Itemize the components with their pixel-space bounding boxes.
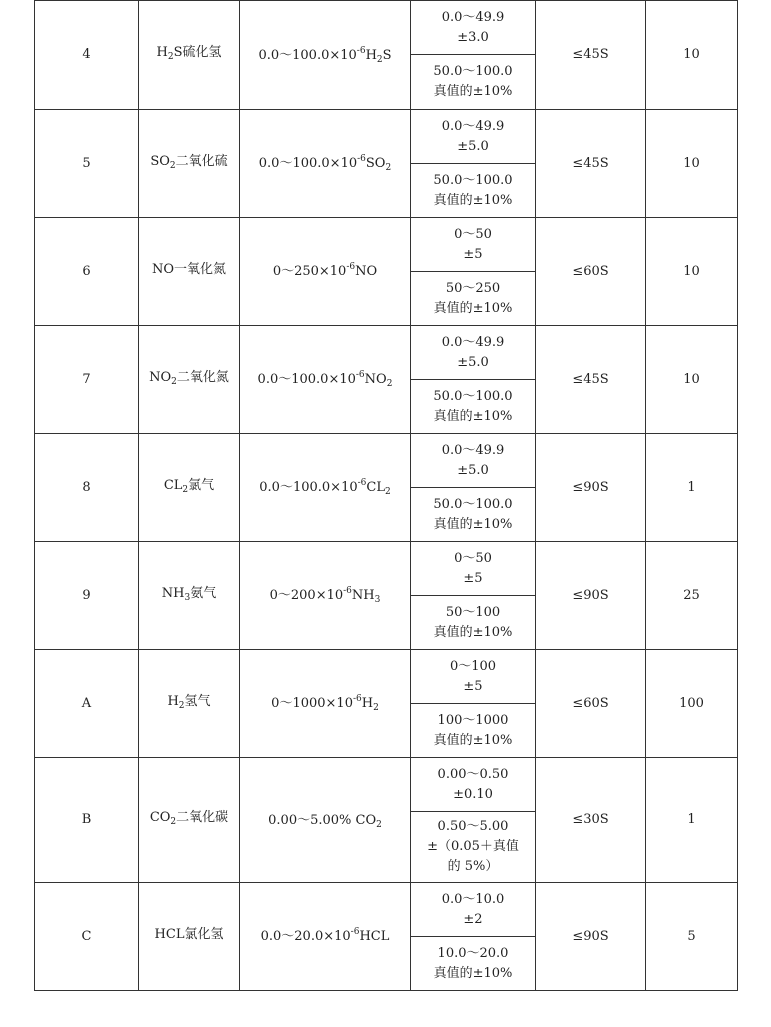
resolution: 25 [646, 542, 738, 650]
resolution: 10 [646, 110, 738, 218]
gas-name: $H_2$氢气 [139, 650, 240, 758]
gas-spec-table-container [34, 0, 738, 991]
measure-range: $0.0\sim 20.0\times 10^{-6}HCL$ [240, 883, 411, 991]
row-id: C [35, 883, 139, 991]
measure-range: $0\sim 200\times 10^{-6}NH_3$ [240, 542, 411, 650]
measure-range: $0\sim 1000\times 10^{-6}H_2$ [240, 650, 411, 758]
table-row [35, 434, 738, 488]
measure-range: $0\sim 250\times 10^{-6}NO$ [240, 218, 411, 326]
resolution: 1 [646, 434, 738, 542]
response-time: ≤90S [536, 542, 646, 650]
accuracy-low: 0.00～0.50 ±0.10 [411, 758, 536, 812]
gas-name: $NH_3$氨气 [139, 542, 240, 650]
gas-name: $CO_2$二氧化碳 [139, 758, 240, 883]
accuracy-low: 0.0～49.9 ±5.0 [411, 434, 536, 488]
row-id: 7 [35, 326, 139, 434]
row-id: B [35, 758, 139, 883]
accuracy-high: 50～250 真值的±10% [411, 272, 536, 326]
row-id: 6 [35, 218, 139, 326]
table-row [35, 883, 738, 937]
response-time: ≤45S [536, 1, 646, 110]
row-id: A [35, 650, 139, 758]
gas-spec-table [34, 0, 738, 991]
table-row [35, 650, 738, 704]
row-id: 8 [35, 434, 139, 542]
measure-range: 0.00～5.00% $CO_2$ [240, 758, 411, 883]
response-time: ≤45S [536, 326, 646, 434]
measure-range: $0.0\sim 100.0\times 10^{-6}CL_2$ [240, 434, 411, 542]
gas-name: $NO_2$二氧化氮 [139, 326, 240, 434]
accuracy-low: 0～100 ±5 [411, 650, 536, 704]
gas-name: $SO_2$二氧化硫 [139, 110, 240, 218]
gas-name: $H_2S$硫化氢 [139, 1, 240, 110]
row-id: 5 [35, 110, 139, 218]
table-row [35, 110, 738, 164]
measure-range: $0.0\sim 100.0\times 10^{-6}NO_2$ [240, 326, 411, 434]
response-time: ≤90S [536, 883, 646, 991]
row-id: 4 [35, 1, 139, 110]
accuracy-high: 0.50～5.00 ±（0.05＋真值 的 5%） [411, 812, 536, 883]
table-row [35, 1, 738, 55]
accuracy-low: 0.0～49.9 ±3.0 [411, 1, 536, 55]
accuracy-high: 50.0～100.0 真值的±10% [411, 380, 536, 434]
accuracy-high: 50.0～100.0 真值的±10% [411, 488, 536, 542]
accuracy-high: 50.0～100.0 真值的±10% [411, 55, 536, 110]
table-row [35, 758, 738, 812]
table-row [35, 326, 738, 380]
accuracy-high: 10.0～20.0 真值的±10% [411, 937, 536, 991]
response-time: ≤30S [536, 758, 646, 883]
resolution: 10 [646, 326, 738, 434]
accuracy-low: 0.0～49.9 ±5.0 [411, 326, 536, 380]
response-time: ≤45S [536, 110, 646, 218]
gas-spec-table-body [35, 1, 738, 991]
table-row [35, 542, 738, 596]
accuracy-high: 50～100 真值的±10% [411, 596, 536, 650]
row-id: 9 [35, 542, 139, 650]
resolution: 5 [646, 883, 738, 991]
resolution: 100 [646, 650, 738, 758]
measure-range: $0.0\sim 100.0\times 10^{-6}SO_2$ [240, 110, 411, 218]
resolution: 1 [646, 758, 738, 883]
resolution: 10 [646, 218, 738, 326]
accuracy-low: 0.0～10.0 ±2 [411, 883, 536, 937]
accuracy-low: 0.0～49.9 ±5.0 [411, 110, 536, 164]
response-time: ≤90S [536, 434, 646, 542]
resolution: 10 [646, 1, 738, 110]
accuracy-high: 100～1000 真值的±10% [411, 704, 536, 758]
gas-name: NO一氧化氮 [139, 218, 240, 326]
gas-name: HCL氯化氢 [139, 883, 240, 991]
accuracy-low: 0～50 ±5 [411, 218, 536, 272]
accuracy-high: 50.0～100.0 真值的±10% [411, 164, 536, 218]
measure-range: $0.0\sim 100.0\times 10^{-6}H_2S$ [240, 1, 411, 110]
table-row [35, 218, 738, 272]
response-time: ≤60S [536, 218, 646, 326]
accuracy-low: 0～50 ±5 [411, 542, 536, 596]
gas-name: $CL_2$氯气 [139, 434, 240, 542]
response-time: ≤60S [536, 650, 646, 758]
